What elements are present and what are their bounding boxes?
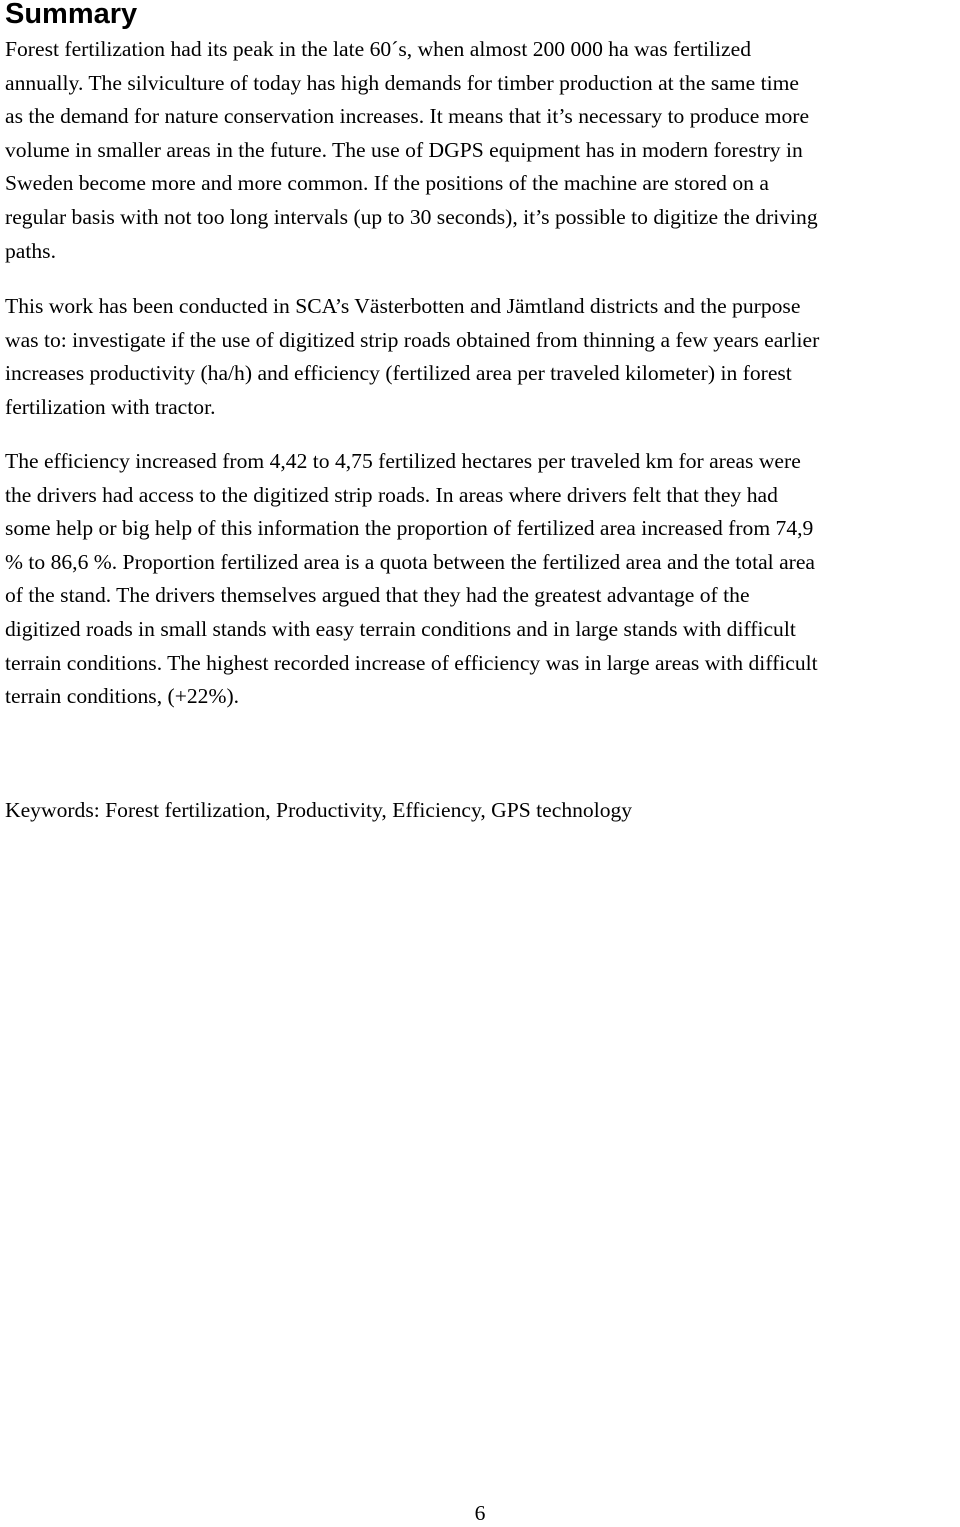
paragraph-line: Forest fertilization had its peak in the late 60´s, when almost 200 000 ha was fertilized xyxy=(5,37,751,61)
summary-paragraph-3 xyxy=(5,445,960,714)
paragraph-line: of the stand. The drivers themselves argued that they had the greatest advantage of the xyxy=(5,583,750,608)
paragraph-line: fertilization with tractor. xyxy=(5,394,216,419)
paragraph-line: the drivers had access to the digitized strip roads. In areas where drivers felt that they had xyxy=(5,482,778,507)
paragraph-line: The efficiency increased from 4,42 to 4,75 fertilized hectares per traveled km for areas were xyxy=(5,449,801,473)
paragraph-line: This work has been conducted in SCA’s Västerbotten and Jämtland districts and the purpose xyxy=(5,294,801,318)
paragraph-line: paths. xyxy=(5,238,56,263)
summary-paragraph-1 xyxy=(5,33,960,268)
paragraph-line: % to 86,6 %. Proportion fertilized area is a quota between the fertilized area and the total area xyxy=(5,549,816,574)
keywords-line: Keywords: Forest fertilization, Productivity, Efficiency, GPS technology xyxy=(5,798,633,822)
page-number: 6 xyxy=(474,1501,486,1525)
paragraph-line: digitized roads in small stands with easy terrain conditions and in large stands with difficult xyxy=(5,616,796,641)
paragraph-line: annually. The silviculture of today has high demands for timber production at the same time xyxy=(5,70,799,95)
paragraph-line: as the demand for nature conservation increases. It means that it’s necessary to produce more xyxy=(5,104,810,129)
paragraph-line: was to: investigate if the use of digitized strip roads obtained from thinning a few years earlier xyxy=(5,327,820,352)
paragraph-line: terrain conditions. The highest recorded increase of efficiency was in large areas with difficult xyxy=(5,650,818,675)
paragraph-line: increases productivity (ha/h) and efficiency (fertilized area per traveled kilometer) in forest xyxy=(5,361,792,386)
paragraph-line: volume in smaller areas in the future. The use of DGPS equipment has in modern forestry in xyxy=(5,137,803,162)
paragraph-line: some help or big help of this information the proportion of fertilized area increased from 74,9 xyxy=(5,516,814,541)
section-heading: Summary xyxy=(5,0,138,30)
paragraph-line: terrain conditions, (+22%). xyxy=(5,684,240,709)
paragraph-line: regular basis with not too long intervals (up to 30 seconds), it’s possible to digitize the driving xyxy=(5,204,818,229)
summary-paragraph-2 xyxy=(5,290,960,424)
paragraph-line: Sweden become more and more common. If the positions of the machine are stored on a xyxy=(5,171,769,196)
